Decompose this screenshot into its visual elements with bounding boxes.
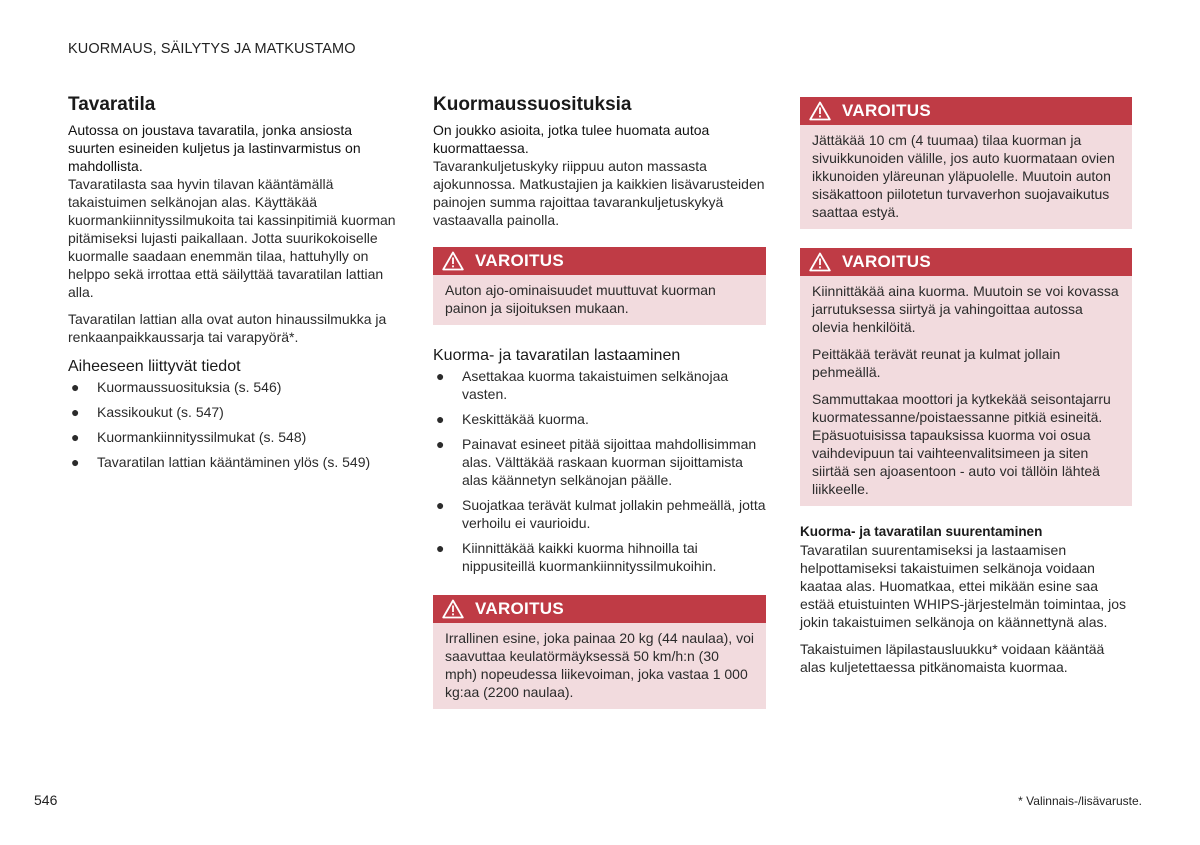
warning-box [800,248,1132,506]
section-heading: Kuormaussuosituksia [433,94,632,115]
related-link-label: Kuormaussuosituksia (s. 546) [97,379,282,395]
list-item [433,410,766,428]
list-item [433,367,766,403]
warning-text: Jättäkää 10 cm (4 tuumaa) tilaa kuorman ja sivuikkunoiden välille, jos auto kuormataan ovien ikkunoiden yläreunan yläpuolelle. Muutoin auton sisäkattoon piilotetun turvaverhon suojavaikutus saattaa estyä. [812,132,1115,220]
warning-triangle-icon [809,101,831,121]
warning-header [800,248,1132,276]
warning-body [800,125,1132,229]
warning-header [800,97,1132,125]
related-link[interactable] [68,428,396,446]
body-paragraph: Tavaratilasta saa hyvin tilavan kääntämällä takaistuimen selkänojan alas. Käyttäkää kuormankiinnityssilmukoita tai kassinpitimiä kuorman pitämiseksi lujasti paikallaan. Jotta suurikokoiselle kuormalle saadaan enemmän tilaa, hattuhylly on helppo sekä irrottaa että säilyttää tavaratilan lattian alla. [68,176,396,300]
warning-text: Irrallinen esine, joka painaa 20 kg (44 naulaa), voi saavuttaa keulatörmäyksessä 50 km/h:n (30 mph) nopeudessa liikevoiman, joka vastaa 1 000 kg:aa (2200 naulaa). [445,630,754,700]
bullet-icon: ● [436,540,445,556]
warning-box [433,595,766,709]
bullet-icon: ● [436,497,445,513]
body-paragraph: Tavaratilan suurentamiseksi ja lastaamisen helpottamiseksi takaistuimen selkänoja voidaan kaataa alas. Huomatkaa, ettei mikään esine saa estää etuistuinten WHIPS-järjestelmän toimintaa, jos jokin takaistuimen selkänoja on käännettynä alas. [800,542,1127,630]
bullet-icon: ● [436,436,445,452]
related-link[interactable] [68,453,396,471]
list-item-text: Kiinnittäkää kaikki kuorma hihnoilla tai nippusiteillä kuormankiinnityssilmukoihin. [462,540,717,574]
list-item [433,496,766,532]
related-heading: Aiheeseen liittyvät tiedot [68,358,241,375]
loading-list [433,367,766,575]
related-link-label: Tavaratilan lattian kääntäminen ylös (s. 549) [97,454,371,470]
page-number: 546 [34,792,58,808]
section-tavaratila [68,94,396,478]
related-link[interactable] [68,378,396,396]
body-paragraph: Tavarankuljetuskyky riippuu auton massasta ajokunnossa. Matkustajien ja kaikkien lisävarusteiden painojen summa rajoittaa tavarankuljetuskykyä vastaavalla painolla. [433,158,765,228]
related-list [68,378,396,471]
list-item-text: Suojatkaa terävät kulmat jollakin pehmeällä, jotta verhoilu ei vaurioidu. [462,497,766,531]
footnote: * Valinnais-/lisävaruste. [1018,794,1142,808]
warning-label: VAROITUS [475,599,564,618]
running-header: KUORMAUS, SÄILYTYS JA MATKUSTAMO [68,41,356,57]
body-paragraph: Tavaratilan lattian alla ovat auton hinaussilmukka ja renkaanpaikkaussarja tai varapyörä*. [68,311,387,345]
bullet-icon: ● [71,379,80,395]
warning-header [433,247,766,275]
list-item [433,539,766,575]
bullet-icon: ● [71,404,80,420]
body-paragraph: Takaistuimen läpilastausluukku* voidaan kääntää alas kuljetettaessa pitkänomaista kuormaa. [800,641,1105,675]
warning-label: VAROITUS [842,252,931,271]
related-link-label: Kuormankiinnityssilmukat (s. 548) [97,429,307,445]
section-heading: Tavaratila [68,94,156,115]
bullet-icon: ● [71,429,80,445]
warning-text: Sammuttakaa moottori ja kytkekää seisontajarru kuormatessanne/poistaessanne pitkiä esineitä. Epäsuotuisissa tapauksissa kuorma voi osua vaihdevipuun tai vaihteenvalitsimeen ja siten siirtää sen ajoasentoon - auto voi tällöin lähteä liikkeelle. [812,391,1111,497]
warning-body [433,275,766,325]
warning-text: Peittäkää terävät reunat ja kulmat jollain pehmeällä. [812,346,1061,380]
list-item-text: Keskittäkää kuorma. [462,411,589,427]
section-warnings-and-enlarging [800,97,1132,685]
warning-text: Kiinnittäkää aina kuorma. Muutoin se voi kovassa jarrutuksessa siirtyä ja vahingoittaa autossa olevia henkilöitä. [812,283,1119,335]
warning-header [433,595,766,623]
warning-triangle-icon [442,251,464,271]
warning-body [433,623,766,709]
section-kuormaussuosituksia [433,94,766,719]
list-item [433,435,766,489]
bullet-icon: ● [436,368,445,384]
warning-text: Auton ajo-ominaisuudet muuttuvat kuorman painon ja sijoituksen mukaan. [445,282,716,316]
warning-triangle-icon [809,252,831,272]
subsection-heading: Kuorma- ja tavaratilan suurentaminen [800,524,1043,539]
related-link[interactable] [68,403,396,421]
lead-paragraph: On joukko asioita, jotka tulee huomata autoa kuormattaessa. [433,122,710,156]
warning-label: VAROITUS [842,101,931,120]
bullet-icon: ● [436,411,445,427]
list-item-text: Asettakaa kuorma takaistuimen selkänojaa vasten. [462,368,729,402]
list-item-text: Painavat esineet pitää sijoittaa mahdollisimman alas. Välttäkää raskaan kuorman sijoittamista alas käännetyn selkänojan päälle. [462,436,757,488]
bullet-icon: ● [71,454,80,470]
related-link-label: Kassikoukut (s. 547) [97,404,224,420]
warning-box [800,97,1132,229]
warning-box [433,247,766,325]
lead-paragraph: Autossa on joustava tavaratila, jonka ansiosta suurten esineiden kuljetus ja lastinvarmistus on mahdollista. [68,122,361,174]
warning-triangle-icon [442,599,464,619]
subsection-heading: Kuorma- ja tavaratilan lastaaminen [433,347,681,364]
warning-label: VAROITUS [475,251,564,270]
warning-body [800,276,1132,506]
